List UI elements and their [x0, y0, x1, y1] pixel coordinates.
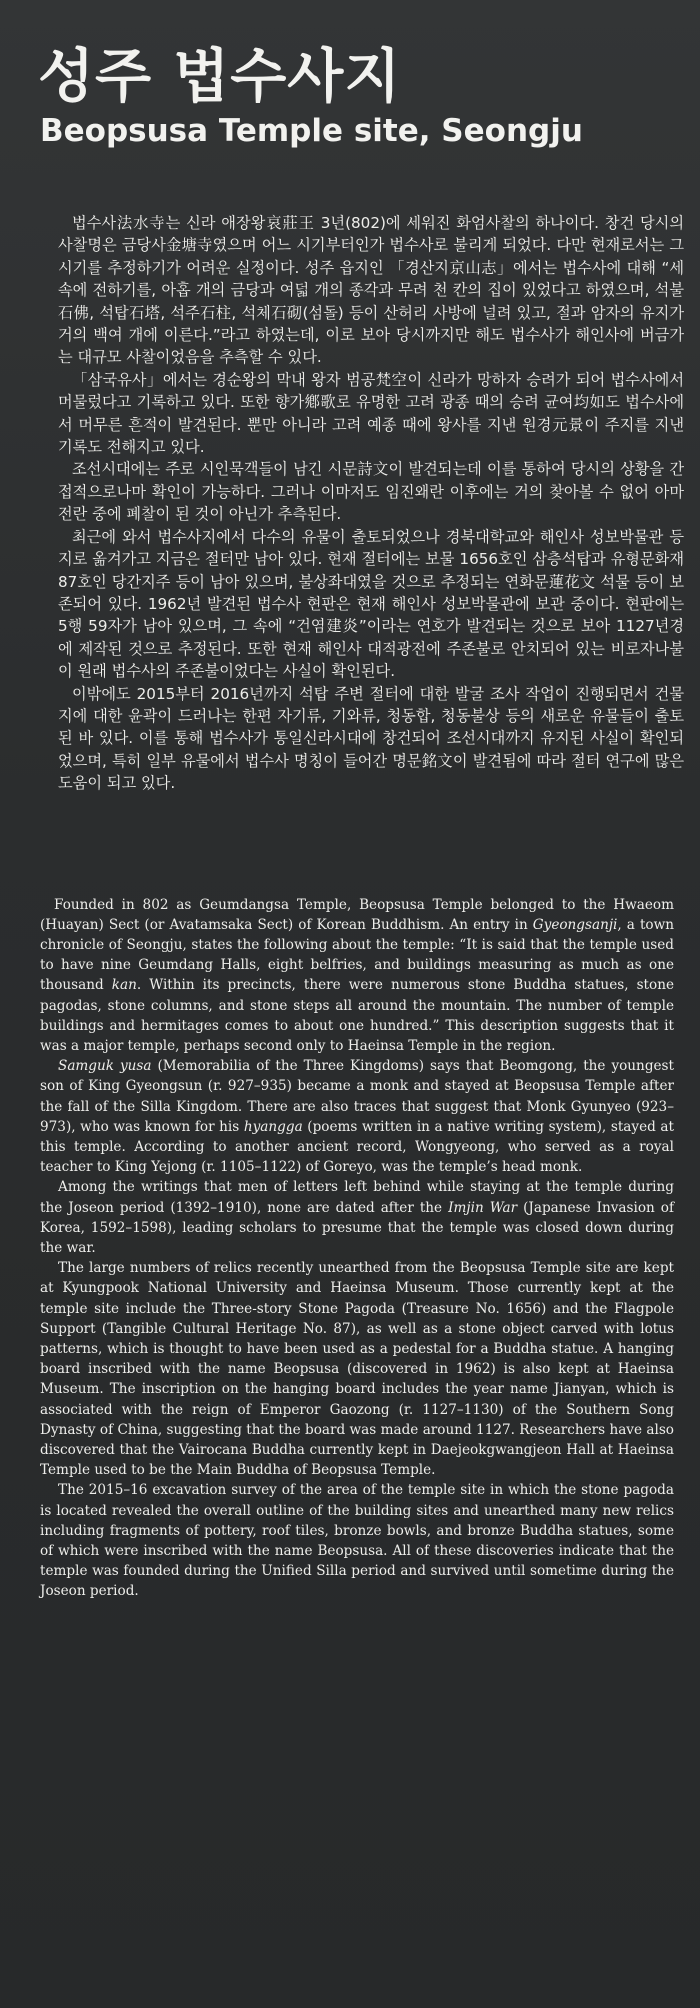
english-paragraph: Among the writings that men of letters left behind while staying at the temple during the Joseon period (1392–1910), none are dated after the Imjin War (Japanese Invasion of Korea, 1592–1598), leading scholars to presume that the temple was closed down during the war. — [40, 1179, 674, 1257]
english-paragraph: The large numbers of relics recently unearthed from the Beopsusa Temple site are kept at Kyungpook National University and Haeinsa Museum. Those currently kept at the temple site include the Three-story Stone Pagoda (Treasure No. 1656) and the Flagpole Support (Tangible Cultural Heritage No. 87), as well as a stone object carved with lotus patterns, which is thought to have been used as a pedestal for a Buddha statue. A hanging board inscribed with the name Beopsusa (discovered in 1962) is also kept at Haeinsa Museum. The inscription on the hanging board includes the year name Jianyan, which is associated with the reign of Emperor Gaozong (r. 1127–1130) of the Southern Song Dynasty of China, suggesting that the board was made around 1127. Researchers have also discovered that the Vairocana Buddha currently kept in Daejeokgwangjeon Hall at Haeinsa Temple used to be the Main Buddha of Beopsusa Temple. — [40, 1260, 674, 1479]
book-title: Gyeongsanji — [532, 916, 618, 933]
english-paragraph: Founded in 802 as Geumdangsa Temple, Beopsusa Temple belonged to the Hwaeom (Huayan) Sect (or Avatamsaka Sect) of Korean Buddhism. An entry in Gyeongsanji, a town chronicle of Seongju, states the following about the temple: “It is said that the temple used to have nine Geumdang Halls, eight belfries, and buildings measuring as much as one thousand kan. Within its precincts, there were numerous stone Buddha statues, stone pagodas, stone columns, and stone steps all around the mountain. The number of temple buildings and hermitages comes to about one hundred.” This description suggests that it was a major temple, perhaps second only to Haeinsa Temple in the region. — [40, 896, 674, 1054]
korean-paragraph: 「삼국유사」에서는 경순왕의 막내 왕자 범공梵空이 신라가 망하자 승려가 되어 법수사에서 머물렀다고 기록하고 있다. 또한 향가鄕歌로 유명한 고려 광종 때의 승려 균여均如도 법수사에서 머무른 흔적이 발견된다. 뿐만 아니라 고려 예종 때에 왕사를 지낸 원경元景이 주지를 지낸 기록도 전해지고 있다. — [58, 370, 684, 457]
english-paragraph: Samguk yusa (Memorabilia of the Three Kingdoms) says that Beomgong, the youngest son of King Gyeongsun (r. 927–935) became a monk and stayed at Beopsusa Temple after the fall of the Silla Kingdom. There are also traces that suggest that Monk Gyunyeo (923–973), who was known for his hyangga (poems written in a native writing system), stayed at this temple. According to another ancient record, Wongyeong, who served as a royal teacher to King Yejong (r. 1105–1122) of Goreyo, was the temple’s head monk. — [40, 1058, 674, 1176]
english-title: Beopsusa Temple site, Seongju — [40, 113, 583, 149]
war-name: Imjin War — [448, 1199, 518, 1216]
unit-term: kan — [111, 977, 137, 994]
korean-title: 성주 법수사지 — [38, 42, 402, 110]
korean-paragraph: 최근에 와서 법수사지에서 다수의 유물이 출토되었으나 경북대학교와 해인사 성보박물관 등지로 옮겨가고 지금은 절터만 남아 있다. 현재 절터에는 보물 1656호인 삼층석탑과 유형문화재 87호인 당간지주 등이 남아 있으며, 불상좌대였을 것으로 추정되는 연화문蓮花文 석물 등이 보존되어 있다. 1962년 발견된 법수사 현판은 현재 해인사 성보박물관에 보관 중이다. 현판에는 5행 59자가 남아 있으며, 그 속에 “건염建炎”이라는 연호가 발견되는 것으로 보아 1127년경에 제작된 것으로 추정된다. 또한 현재 해인사 대적광전에 주존불로 안치되어 있는 비로자나불이 원래 법수사의 주존불이었다는 사실이 확인된다. — [58, 527, 684, 681]
korean-description — [58, 212, 684, 795]
english-description — [40, 895, 674, 1602]
korean-paragraph: 조선시대에는 주로 시인묵객들이 남긴 시문詩文이 발견되는데 이를 통하여 당시의 상황을 간접적으로나마 확인이 가능하다. 그러나 이마저도 임진왜란 이후에는 거의 찾아볼 수 없어 아마 전란 중에 폐찰이 된 것이 아닌가 추측된다. — [58, 460, 684, 524]
korean-paragraph: 법수사法水寺는 신라 애장왕哀莊王 3년(802)에 세워진 화엄사찰의 하나이다. 창건 당시의 사찰명은 금당사金塘寺였으며 어느 시기부터인가 법수사로 불리게 되었다. 다만 현재로서는 그 시기를 추정하기가 어려운 실정이다. 성주 읍지인 「경산지京山志」에서는 법수사에 대해 “세속에 전하기를, 아홉 개의 금당과 여덟 개의 종각과 무려 천 칸의 집이 있었다고 하였으며, 석불石佛, 석탑石塔, 석주石柱, 석체石砌(섬돌) 등이 산허리 사방에 널려 있고, 절과 암자의 유지가 거의 백여 개에 이른다.”라고 하였는데, 이로 보아 당시까지만 해도 법수사가 해인사에 버금가는 대규모 사찰이었음을 추측할 수 있다. — [58, 214, 684, 367]
english-paragraph: The 2015–16 excavation survey of the area of the temple site in which the stone pagoda is located revealed the overall outline of the building sites and unearthed many new relics including fragments of pottery, roof tiles, bronze bowls, and bronze Buddha statues, some of which were inscribed with the name Beopsusa. All of these discoveries indicate that the temple was founded during the Unified Silla period and survived until sometime during the Joseon period. — [40, 1482, 674, 1600]
korean-paragraph: 이밖에도 2015부터 2016년까지 석탑 주변 절터에 대한 발굴 조사 작업이 진행되면서 건물지에 대한 윤곽이 드러나는 한편 자기류, 기와류, 청동합, 청동불상 등의 새로운 유물들이 출토된 바 있다. 이를 통해 법수사가 통일신라시대에 창건되어 조선시대까지 유지된 사실이 확인되었으며, 특히 일부 유물에서 법수사 명칭이 들어간 명문銘文이 발견됨에 따라 절터 연구에 많은 도움이 되고 있다. — [58, 684, 684, 793]
poetry-term: hyangga — [243, 1118, 303, 1135]
book-title: Samguk yusa — [58, 1058, 152, 1075]
